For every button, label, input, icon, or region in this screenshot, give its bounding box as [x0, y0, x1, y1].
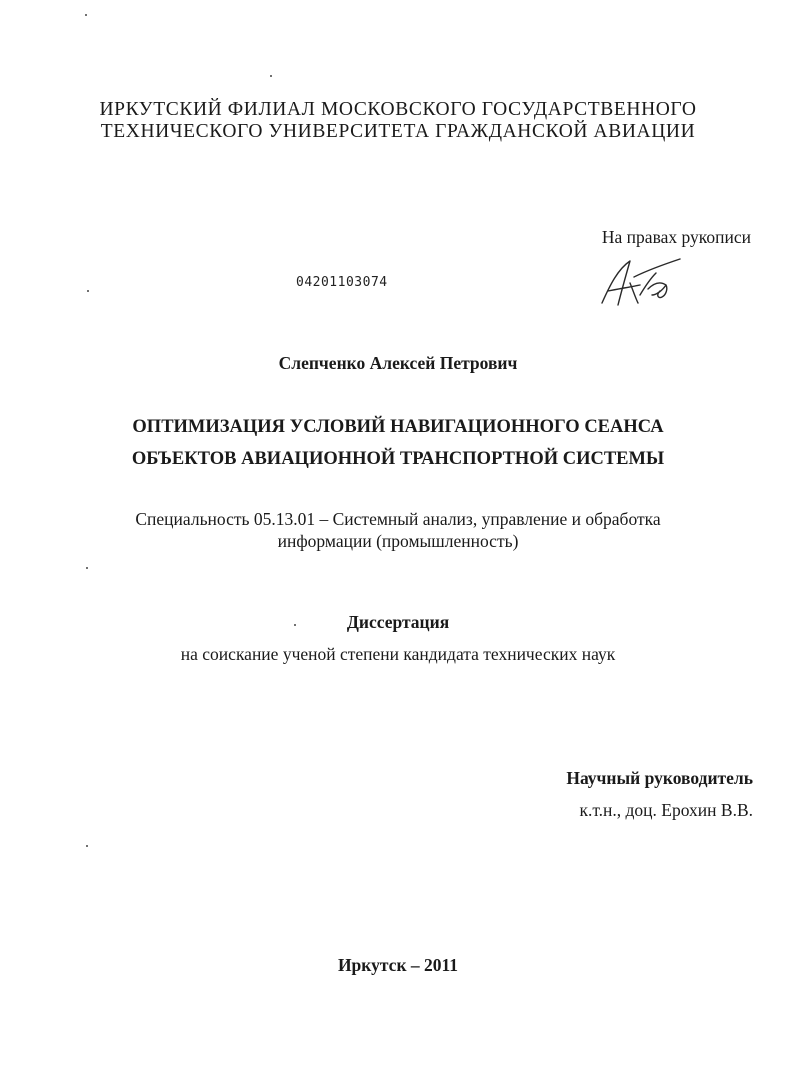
specialty-line-1: Специальность 05.13.01 – Системный анализ, управление и обработка: [135, 509, 661, 529]
supervisor-name: к.т.н., доц. Ерохин В.В.: [579, 800, 753, 820]
registration-code: 04201103074: [296, 275, 388, 290]
institution-line-1: ИРКУТСКИЙ ФИЛИАЛ МОСКОВСКОГО ГОСУДАРСТВЕННОГО: [99, 99, 697, 120]
specialty: [0, 508, 796, 552]
supervisor-label: Научный руководитель: [566, 768, 753, 788]
scan-speck: [86, 567, 88, 569]
signature: [596, 255, 686, 318]
author-name: Слепченко Алексей Петрович: [278, 353, 518, 373]
scan-speck: [87, 290, 89, 292]
title-line-2: ОБЪЕКТОВ АВИАЦИОННОЙ ТРАНСПОРТНОЙ СИСТЕМЫ: [131, 449, 665, 469]
handwritten-signature-icon: [596, 255, 686, 313]
dissertation-title: [0, 411, 796, 475]
scan-speck: [85, 14, 87, 16]
scan-speck: [270, 75, 272, 77]
city-year: Иркутск – 2011: [337, 955, 459, 975]
document-type: Диссертация: [346, 612, 450, 632]
institution-line-2: ТЕХНИЧЕСКОГО УНИВЕРСИТЕТА ГРАЖДАНСКОЙ АВИАЦИИ: [100, 121, 696, 142]
degree-statement: на соискание ученой степени кандидата технических наук: [180, 644, 616, 664]
title-line-1: ОПТИМИЗАЦИЯ УСЛОВИЙ НАВИГАЦИОННОГО СЕАНСА: [132, 417, 664, 437]
institution-heading: [0, 99, 796, 143]
scan-speck: [86, 845, 88, 847]
rights-note: На правах рукописи: [601, 227, 751, 247]
specialty-line-2: информации (промышленность): [277, 531, 519, 551]
